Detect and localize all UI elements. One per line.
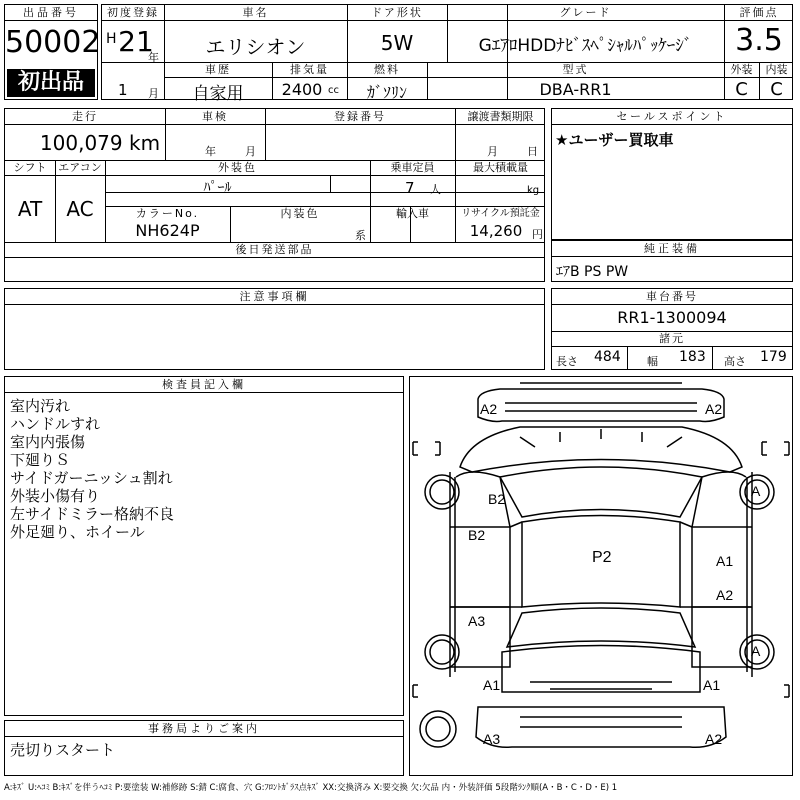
mileage-label: 走行 — [72, 110, 98, 123]
damage-mark: B2 — [488, 491, 506, 507]
score-label: 評価点 — [739, 6, 779, 19]
fuel-value: ｶﾞｿﾘﾝ — [366, 83, 407, 102]
ext-value: C — [735, 79, 748, 100]
damage-mark: A — [751, 483, 761, 499]
damage-mark: A2 — [480, 401, 498, 417]
era: H — [106, 31, 117, 47]
office-box — [4, 720, 404, 776]
damage-mark: A3 — [483, 731, 501, 747]
damage-mark: A1 — [483, 677, 501, 693]
damage-mark: A1 — [716, 553, 734, 569]
recycle-unit: 円 — [532, 228, 543, 241]
intcolor-label: 内装色 — [280, 207, 320, 220]
reg-year: 21 — [118, 25, 154, 58]
shift-label: シフト — [13, 161, 47, 174]
lot-number: 50002 — [5, 25, 101, 60]
intcolor-unit: 系 — [355, 229, 366, 242]
regno-label: 登録番号 — [334, 110, 386, 123]
hei-label: 高さ — [724, 355, 746, 368]
model-value: DBA-RR1 — [539, 80, 612, 99]
damage-mark: A — [751, 643, 761, 659]
displacement-unit: cc — [328, 85, 339, 96]
door-label: ドア形状 — [371, 6, 423, 19]
damage-mark: A2 — [705, 401, 723, 417]
notes-box — [4, 288, 545, 370]
car-outline — [410, 377, 792, 775]
recycle-value: 14,260 — [469, 222, 523, 240]
equip-label: 純正装備 — [552, 241, 792, 257]
door-value: 5W — [380, 31, 414, 55]
grade-label: グレード — [559, 6, 612, 19]
hei-value: 179 — [760, 349, 787, 365]
transfer-day: 日 — [527, 145, 538, 158]
recycle-label: リサイクル預託金 — [461, 208, 540, 219]
damage-mark: A2 — [705, 731, 723, 747]
import-label: 輸入車 — [396, 207, 429, 220]
grade-value: GｴｱﾛHDDﾅﾋﾞｽﾍﾟｼｬﾙﾊﾟｯｹｰｼﾞ — [478, 36, 693, 56]
int-value: C — [770, 79, 783, 100]
chassis-box — [551, 288, 793, 370]
inspector-item: 外装小傷有り — [10, 487, 101, 505]
inspector-item: 下廻りＳ — [10, 451, 71, 469]
wid-label: 幅 — [647, 355, 658, 368]
inspector-item: 室内内張傷 — [10, 433, 86, 451]
load-unit: kg — [527, 185, 540, 196]
lot-label: 出品番号 — [5, 5, 97, 21]
int-label: 内装 — [765, 63, 788, 76]
fuel-label: 燃料 — [374, 63, 400, 76]
inspection-label: 車検 — [202, 110, 228, 123]
inspection-month: 月 — [245, 145, 256, 158]
history-value: 自家用 — [192, 84, 244, 104]
capacity-unit: 人 — [430, 183, 441, 196]
name-label: 車名 — [242, 6, 269, 19]
reg-year-unit: 年 — [148, 51, 159, 64]
sales-label: セールスポイント — [552, 109, 792, 125]
load-label: 最大積載量 — [473, 161, 528, 174]
damage-mark: A2 — [716, 587, 734, 603]
reg-label: 初度登録 — [107, 6, 159, 19]
capacity-label: 乗車定員 — [390, 161, 435, 174]
inspector-label: 検査員記入欄 — [5, 377, 403, 393]
inspector-item: 外足廻り、ホイール — [10, 523, 145, 541]
inspector-list — [10, 397, 174, 541]
office-text: 売切りスタート — [10, 741, 116, 759]
colorno-value: NH624P — [135, 221, 200, 240]
transfer-month: 月 — [487, 145, 498, 158]
wid-value: 183 — [679, 349, 706, 365]
ac-label: エアコン — [58, 161, 102, 174]
shift-value: AT — [17, 197, 43, 221]
office-label: 事務局よりご案内 — [5, 721, 403, 737]
damage-mark: A3 — [468, 613, 486, 629]
sales-text: ★ユーザー買取車 — [555, 131, 674, 149]
damage-mark: B2 — [468, 527, 486, 543]
len-value: 484 — [594, 349, 621, 365]
dims-label: 諸元 — [659, 332, 685, 345]
mileage-value: 100,079 km — [39, 131, 161, 155]
color-label: 外装色 — [218, 161, 257, 174]
model-label: 型式 — [562, 63, 589, 76]
notes-label: 注意事項欄 — [5, 289, 544, 305]
reg-month-unit: 月 — [148, 87, 159, 100]
car-info-box — [101, 4, 793, 104]
inspector-item: サイドガーニッシュ割れ — [10, 469, 173, 487]
displacement-value: 2400 — [281, 80, 323, 99]
color-value: ﾊﾟｰﾙ — [203, 180, 232, 196]
spec-box — [4, 108, 545, 282]
history-label: 車歴 — [205, 63, 231, 76]
lot-box — [4, 4, 101, 100]
capacity-value: 7 — [405, 179, 415, 197]
later-label: 後日発送部品 — [235, 243, 314, 256]
car-name: エリシオン — [205, 35, 306, 59]
score-value: 3.5 — [735, 23, 783, 58]
reg-month: 1 — [118, 81, 128, 99]
chassis-value: RR1-1300094 — [617, 308, 727, 327]
colorno-label: カラーNo. — [135, 207, 200, 220]
equip-box — [551, 240, 793, 282]
inspector-item: 左サイドミラー格納不良 — [10, 505, 174, 523]
equip-text: ｴｱB PS PW — [556, 264, 629, 280]
displacement-label: 排気量 — [290, 63, 329, 76]
damage-mark: A1 — [703, 677, 721, 693]
sales-box — [551, 108, 793, 240]
inspector-item: ハンドルすれ — [10, 415, 101, 433]
inspector-item: 室内汚れ — [10, 397, 71, 415]
legend-text: A:ｷｽﾞ U:ﾍｺﾐ B:ｷｽﾞを伴うﾍｺﾐ P:要塗装 W:補修跡 S:錆 C:腐食、穴 G:ﾌﾛﾝﾄｶﾞﾗｽ点ｷｽﾞ XX:交換済み X:要交換 欠:欠品 内・外装評価 5段階ﾗﾝｸ順(A・B・C・D・E) 1 — [4, 783, 618, 793]
chassis-label: 車台番号 — [646, 290, 698, 303]
car-diagram — [409, 376, 793, 776]
damage-mark: P2 — [592, 549, 612, 566]
first-listing-badge: 初出品 — [7, 69, 95, 97]
ac-value: AC — [66, 197, 94, 221]
ext-label: 外装 — [730, 63, 753, 76]
len-label: 長さ — [556, 355, 578, 368]
transfer-label: 譲渡書類期限 — [467, 110, 534, 123]
inspector-box — [4, 376, 404, 716]
inspection-year: 年 — [205, 145, 216, 158]
